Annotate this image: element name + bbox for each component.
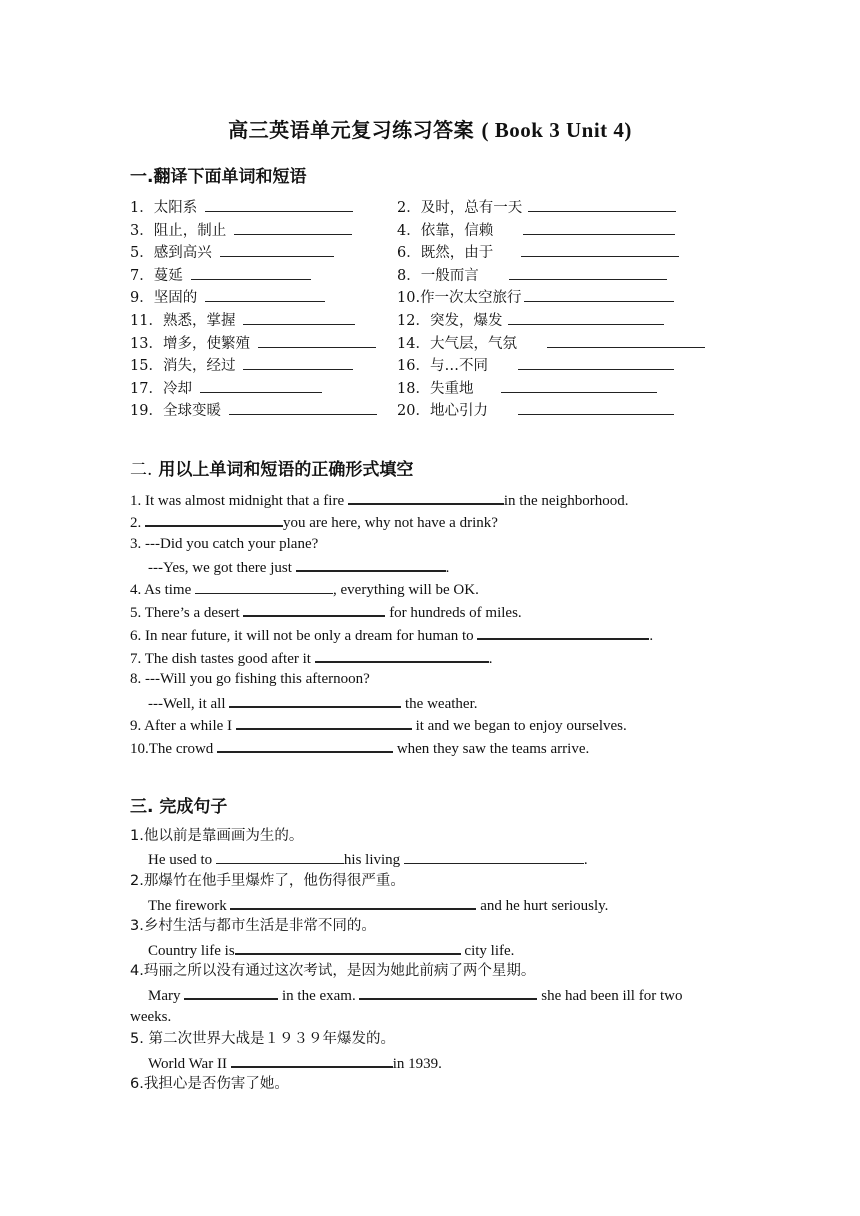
answer-blank[interactable]	[547, 332, 705, 348]
vocab-term: 蔓延	[153, 267, 183, 284]
answer-blank[interactable]	[296, 556, 446, 572]
vocab-term: 冷却	[162, 380, 192, 397]
vocab-row	[130, 286, 750, 309]
answer-blank[interactable]	[524, 286, 674, 302]
vocab-number: 17．	[130, 380, 163, 397]
vocab-number: 6．	[397, 245, 421, 262]
sentence-6-chinese: 6.我担心是否伤害了她。	[130, 1076, 289, 1092]
vocab-item	[130, 286, 325, 309]
answer-blank[interactable]	[518, 354, 674, 370]
vocab-term: 突发，爆发	[429, 312, 503, 329]
answer-blank[interactable]	[236, 714, 412, 730]
answer-blank[interactable]	[243, 309, 355, 325]
vocab-term: 感到高兴	[153, 245, 212, 262]
answer-blank[interactable]	[508, 309, 664, 325]
vocab-number: 14．	[397, 335, 430, 352]
fill-line-5: 5. There’s a desert for hundreds of miles.	[130, 601, 522, 623]
answer-blank[interactable]	[528, 196, 676, 212]
section2-title: 用以上单词和短语的正确形式填空	[158, 460, 414, 480]
vocab-item	[397, 196, 676, 219]
vocab-item	[397, 354, 674, 377]
vocab-number: 11．	[130, 312, 163, 329]
answer-blank[interactable]	[217, 737, 393, 753]
section2-heading	[130, 455, 413, 480]
answer-blank[interactable]	[235, 939, 461, 955]
vocab-term: 地心引力	[429, 403, 488, 420]
vocab-term: 与…不同	[429, 358, 488, 375]
answer-blank[interactable]	[315, 647, 489, 663]
vocab-number: 13．	[130, 335, 163, 352]
vocab-number: 19．	[130, 403, 163, 420]
answer-blank[interactable]	[195, 579, 333, 594]
sentence-4-english: Mary in the exam. she had been ill for two	[148, 984, 682, 1006]
answer-blank[interactable]	[145, 511, 283, 527]
vocab-term: 增多，使繁殖	[162, 335, 250, 352]
vocab-row	[130, 264, 750, 287]
vocab-item	[397, 332, 705, 355]
answer-blank[interactable]	[216, 849, 344, 864]
vocab-term: 坚固的	[153, 290, 198, 307]
section1-heading	[130, 162, 306, 187]
vocab-row	[130, 377, 750, 400]
title-chinese: 高三英语单元复习练习答案	[228, 118, 475, 142]
answer-blank[interactable]	[348, 489, 504, 505]
answer-blank[interactable]	[220, 241, 334, 257]
vocab-number: 7．	[130, 267, 154, 284]
sentence-4-chinese: 4.玛丽之所以没有通过这次考试，是因为她此前病了两个星期。	[130, 963, 536, 979]
section2-number: 二.	[130, 460, 153, 480]
vocab-item	[397, 309, 664, 332]
vocab-item	[130, 354, 353, 377]
fill-line-7: 7. The dish tastes good after it .	[130, 647, 492, 669]
vocab-number: 12．	[397, 312, 430, 329]
vocab-row	[130, 241, 750, 264]
fill-line-2: 2. you are here, why not have a drink?	[130, 511, 498, 533]
answer-blank[interactable]	[518, 399, 674, 415]
fill-line-8-answer: ---Well, it all the weather.	[148, 692, 477, 714]
fill-line-10: 10.The crowd when they saw the teams arrive.	[130, 737, 589, 759]
vocab-number: 15．	[130, 358, 163, 375]
vocab-term: 太阳系	[153, 200, 198, 216]
vocab-row	[130, 332, 750, 355]
answer-blank[interactable]	[404, 849, 584, 864]
vocab-number: 4．	[397, 222, 421, 239]
answer-blank[interactable]	[191, 264, 311, 280]
page-title	[0, 114, 860, 143]
sentence-4-continued: weeks.	[130, 1009, 172, 1025]
answer-blank[interactable]	[477, 624, 649, 640]
sentence-1-chinese: 1.他以前是靠画画为生的。	[130, 828, 304, 844]
vocab-number: 3．	[130, 222, 154, 239]
vocab-term: 依靠，信赖	[420, 222, 494, 239]
section1-number: 一.	[130, 167, 154, 187]
fill-line-9: 9. After a while I it and we began to enjoy ourselves.	[130, 714, 627, 736]
answer-blank[interactable]	[229, 692, 401, 708]
vocab-number: 10.	[397, 290, 421, 307]
answer-blank[interactable]	[184, 984, 278, 1000]
fill-line-1: 1. It was almost midnight that a fire in the neighborhood.	[130, 489, 628, 511]
vocab-list	[130, 196, 750, 422]
fill-line-6: 6. In near future, it will not be only a dream for human to .	[130, 624, 653, 646]
vocab-item	[397, 286, 674, 309]
sentence-5-english: World War II in 1939.	[148, 1052, 442, 1074]
vocab-item	[130, 241, 334, 264]
vocab-row	[130, 309, 750, 332]
vocab-number: 9．	[130, 290, 154, 307]
sentence-1-english: He used to his living .	[148, 849, 588, 870]
vocab-item	[130, 377, 322, 400]
fill-line-3: 3. ---Did you catch your plane?	[130, 536, 319, 552]
answer-blank[interactable]	[230, 894, 476, 910]
vocab-item	[397, 264, 667, 287]
vocab-number: 2．	[397, 200, 421, 216]
section3-title: 完成句子	[159, 797, 228, 817]
vocab-item	[130, 332, 376, 355]
sentence-2-chinese: 2.那爆竹在他手里爆炸了，他伤得很严重。	[130, 873, 405, 889]
answer-blank[interactable]	[200, 377, 322, 393]
vocab-number: 16．	[397, 358, 430, 375]
vocab-row	[130, 219, 750, 242]
vocab-item	[130, 219, 352, 242]
vocab-term: 作一次太空旅行	[420, 290, 522, 307]
sentence-2-english: The firework and he hurt seriously.	[148, 894, 608, 916]
sentence-3-english: Country life is city life.	[148, 939, 514, 961]
vocab-term: 及时，总有一天	[420, 200, 523, 216]
vocab-number: 8．	[397, 267, 421, 284]
answer-blank[interactable]	[501, 377, 657, 393]
section3-heading	[130, 792, 227, 817]
vocab-term: 熟悉，掌握	[162, 312, 236, 329]
vocab-item	[130, 196, 353, 219]
vocab-item	[397, 241, 679, 264]
vocab-item	[130, 399, 377, 422]
vocab-item	[397, 399, 674, 422]
title-english: ( Book 3 Unit 4)	[481, 118, 632, 142]
vocab-number: 18．	[397, 380, 430, 397]
answer-blank[interactable]	[243, 601, 385, 617]
answer-blank[interactable]	[359, 984, 537, 1000]
vocab-item	[397, 219, 675, 242]
vocab-number: 5．	[130, 245, 154, 262]
vocab-term: 大气层，气氛	[429, 335, 517, 352]
answer-blank[interactable]	[205, 286, 325, 302]
answer-blank[interactable]	[258, 332, 376, 348]
vocab-item	[130, 264, 311, 287]
answer-blank[interactable]	[523, 219, 675, 235]
answer-blank[interactable]	[229, 399, 377, 415]
sentence-5-chinese: 5. 第二次世界大战是１９３９年爆发的。	[130, 1031, 395, 1047]
vocab-term: 失重地	[429, 380, 474, 397]
answer-blank[interactable]	[521, 241, 679, 257]
section3-number: 三.	[130, 797, 154, 817]
section1-title: 翻译下面单词和短语	[153, 167, 307, 187]
answer-blank[interactable]	[231, 1052, 393, 1068]
fill-line-4: 4. As time , everything will be OK.	[130, 579, 479, 600]
vocab-row	[130, 354, 750, 377]
fill-line-3-answer: ---Yes, we got there just .	[148, 556, 449, 578]
answer-blank[interactable]	[205, 196, 353, 212]
answer-blank[interactable]	[509, 264, 667, 280]
vocab-term: 阻止，制止	[153, 222, 227, 239]
answer-blank[interactable]	[234, 219, 352, 235]
vocab-number: 1．	[130, 200, 154, 216]
vocab-row	[130, 196, 750, 219]
vocab-term: 一般而言	[420, 267, 479, 284]
vocab-term: 消失，经过	[162, 358, 236, 375]
vocab-item	[130, 309, 355, 332]
vocab-term: 全球变暖	[162, 403, 221, 420]
vocab-number: 20．	[397, 403, 430, 420]
fill-line-8: 8. ---Will you go fishing this afternoon?	[130, 671, 370, 687]
sentence-3-chinese: 3.乡村生活与都市生活是非常不同的。	[130, 918, 376, 934]
vocab-row	[130, 399, 750, 422]
vocab-item	[397, 377, 657, 400]
answer-blank[interactable]	[243, 354, 353, 370]
vocab-term: 既然，由于	[420, 245, 494, 262]
